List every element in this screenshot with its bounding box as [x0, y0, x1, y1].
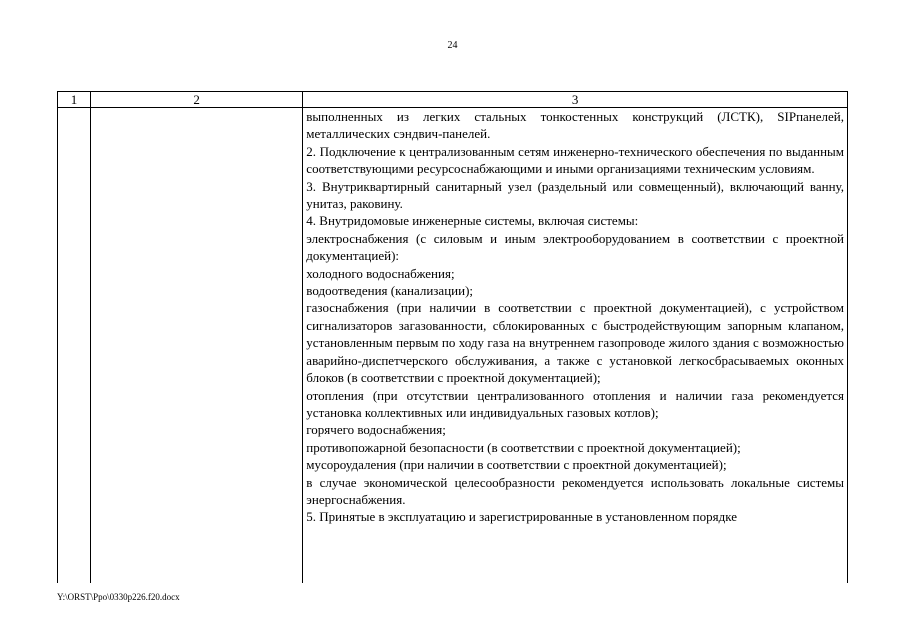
paragraph: 5. Принятые в эксплуатацию и зарегистрированные в установленном порядке	[306, 509, 737, 525]
requirements-table	[57, 91, 848, 583]
paragraph: выполненных из легких стальных тонкостенных конструкций (ЛСТК), SIPпанелей, металлических сэндвич-панелей.	[306, 109, 844, 142]
header-col-2: 2	[91, 92, 303, 108]
header-col-3: 3	[303, 92, 848, 108]
cell-col-1	[58, 108, 91, 584]
paragraph: холодного водоснабжения;	[306, 265, 455, 281]
paragraph: 2. Подключение к централизованным сетям инженерно-технического обеспечения по выданным соответствующими ресурсоснабжающими и иными организациями техническим условиям.	[306, 143, 844, 177]
paragraph: в случае экономической целесообразности рекомендуется использовать локальные системы энергоснабжения.	[306, 474, 844, 507]
table-body-row	[58, 108, 848, 584]
table-header-row	[58, 92, 848, 108]
page-number: 24	[447, 40, 458, 51]
cell-col-2	[91, 108, 303, 584]
paragraph: электроснабжения (с силовым и иным электрооборудованием в соответствии с проектной документацией):	[306, 230, 844, 264]
paragraph: мусороудаления (при наличии в соответствии с проектной документацией);	[306, 457, 727, 473]
paragraph: отопления (при отсутствии централизованного отопления и наличии газа рекомендуется установка коллективных или индивидуальных газовых котлов);	[306, 387, 844, 420]
cell-col-3-content	[303, 108, 848, 584]
paragraph: горячего водоснабжения;	[306, 422, 446, 438]
paragraph: 3. Внутриквартирный санитарный узел (раздельный или совмещенный), включающий ванну, унитаз, раковину.	[306, 178, 844, 212]
paragraph: 4. Внутридомовые инженерные системы, включая системы:	[306, 213, 639, 229]
paragraph: противопожарной безопасности (в соответствии с проектной документацией);	[306, 439, 741, 455]
footer-file-path: Y:\ORST\Ppo\0330p226.f20.docx	[57, 592, 180, 602]
header-col-1: 1	[58, 92, 91, 108]
paragraph: газоснабжения (при наличии в соответствии с проектной документацией), с устройством сигнализаторов загазованности, сблокированных с быстродействующим запорным клапаном, установленным первым по ходу газа на внутреннем газопроводе жилого здания с возможностью аварийно-диспетчерского обслуживания, а также с установкой легкосбрасываемых оконных блоков (в соответствии с проектной документацией);	[306, 300, 844, 386]
paragraph: водоотведения (канализации);	[306, 283, 474, 299]
